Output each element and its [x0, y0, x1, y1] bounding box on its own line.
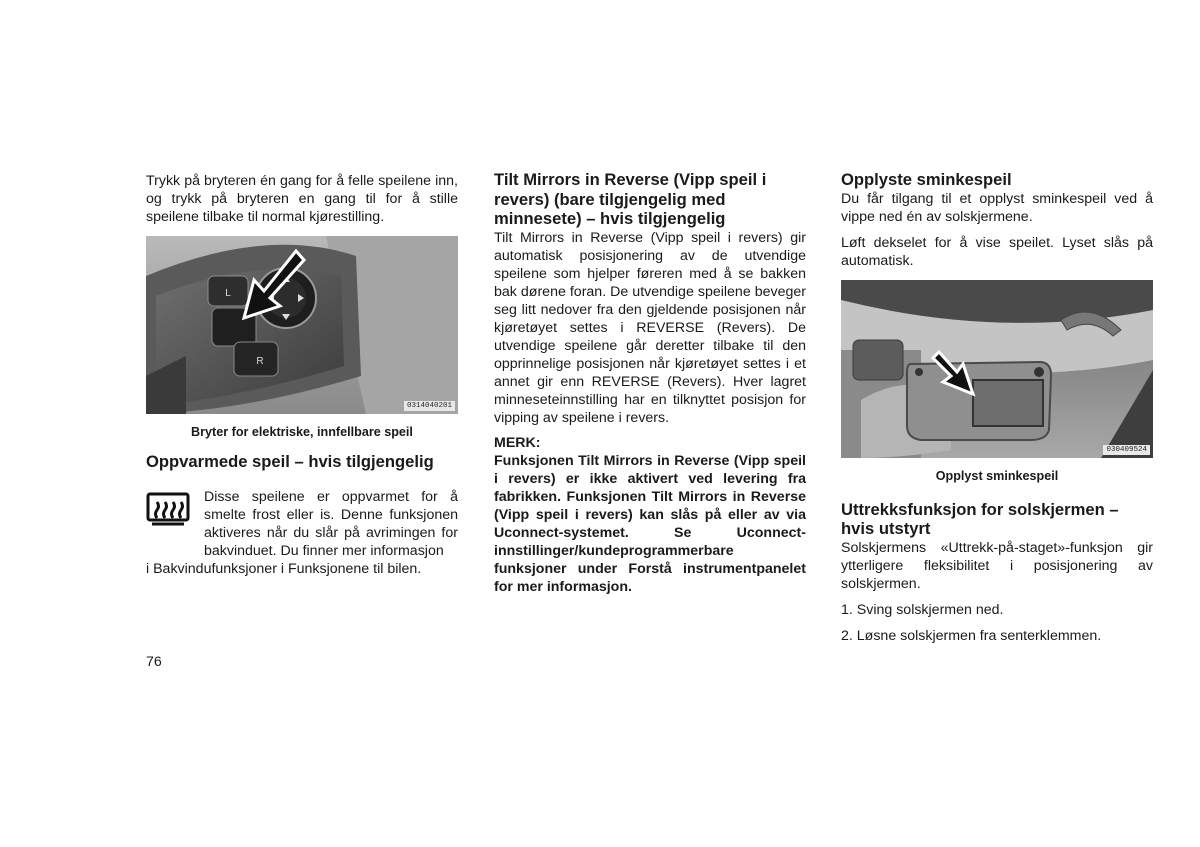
vanity-mirror-figure — [841, 280, 1153, 458]
vanity-mirror-para2: Løft dekselet for å vise speilet. Lyset slås på automatisk. — [841, 234, 1153, 269]
switch-left-label: L — [225, 288, 231, 299]
list-item: 2. Løsne solskjermen fra senterklemmen. — [841, 627, 1102, 644]
vanity-mirror-heading: Opplyste sminkespeil — [841, 170, 1012, 189]
intro-paragraph: Trykk på bryteren én gang for å felle speilene inn, og trykk på bryteren en gang til for å stille speilene tilbake til normal kjørestilling. — [146, 173, 458, 225]
figure-code: 0314040201 — [404, 401, 455, 411]
mirror-switch-figure — [146, 236, 458, 414]
heated-mirror-block — [146, 488, 458, 560]
vanity-mirror-illustration — [841, 280, 1153, 458]
sunvisor-steps — [841, 601, 1153, 645]
sunvisor-heading: Uttrekksfunksjon for solskjermen – hvis utstyrt — [841, 499, 1119, 538]
rear-defrost-icon — [146, 492, 190, 526]
column-right — [841, 170, 1153, 653]
heated-mirror-text: Disse speilene er oppvarmet for å smelte frost eller is. Denne funksjonen aktiveres når du slår på avrimingen for bakvinduet. Du finner mer informasjon — [204, 488, 458, 559]
tilt-mirrors-body: Tilt Mirrors in Reverse (Vipp speil i revers) gir automatisk posisjonering av de utvendige speilene som hjelper føreren med å se bakken bak dørene foran. De utvendige speilene beveger seg litt nedover fra den gjeldende posisjonen når kjøretøyet settes i REVERSE (Revers). De utvendige speilene går deretter tilbake til den opprinnelige posisjonen når kjøretøyet settes i et annet gir enn REVERSE (Revers). Hver lagret minneseteinnstilling har en tilknyttet posisjon for vipping av speilene i revers. — [494, 229, 806, 426]
sunvisor-paragraph: Solskjermens «Uttrekk-på-staget»-funksjon gir ytterligere fleksibilitet i posisjonering av solskjermen. — [841, 539, 1153, 592]
vanity-mirror-para1: Du får tilgang til et opplyst sminkespeil ved å vippe ned én av solskjermene. — [841, 190, 1153, 225]
list-item: 1. Sving solskjermen ned. — [841, 601, 1004, 618]
figure-caption: Bryter for elektriske, innfellbare speil — [191, 425, 413, 439]
note-label: MERK: — [494, 434, 541, 451]
page-number: 76 — [146, 654, 162, 670]
note-text: Funksjonen Tilt Mirrors in Reverse (Vipp speil i revers) er ikke aktivert ved levering fra fabrikken. Funksjonen Tilt Mirrors in Reverse (Vipp speil i revers) kan slås på eller av via Uconnect-systemet. Se Uconnect-innstillinger/kundeprogrammerbare funksjoner under Forstå instrumentpanelet for mer informasjon. — [494, 452, 806, 595]
switch-right-label: R — [256, 356, 264, 367]
figure-caption: Opplyst sminkespeil — [935, 468, 1059, 483]
figure-code: 030409524 — [1103, 445, 1150, 455]
heated-mirrors-heading: Oppvarmede speil – hvis tilgjengelig — [146, 452, 434, 471]
column-middle — [494, 170, 806, 596]
column-left — [146, 170, 458, 578]
heated-mirror-text-cont: i Bakvindufunksjoner i Funksjonene til bilen. — [146, 560, 422, 577]
tilt-mirrors-heading: Tilt Mirrors in Reverse (Vipp speil i revers) (bare tilgjengelig med minnesete) – hvis tilgjengelig — [494, 170, 767, 228]
mirror-switch-illustration — [146, 236, 458, 414]
